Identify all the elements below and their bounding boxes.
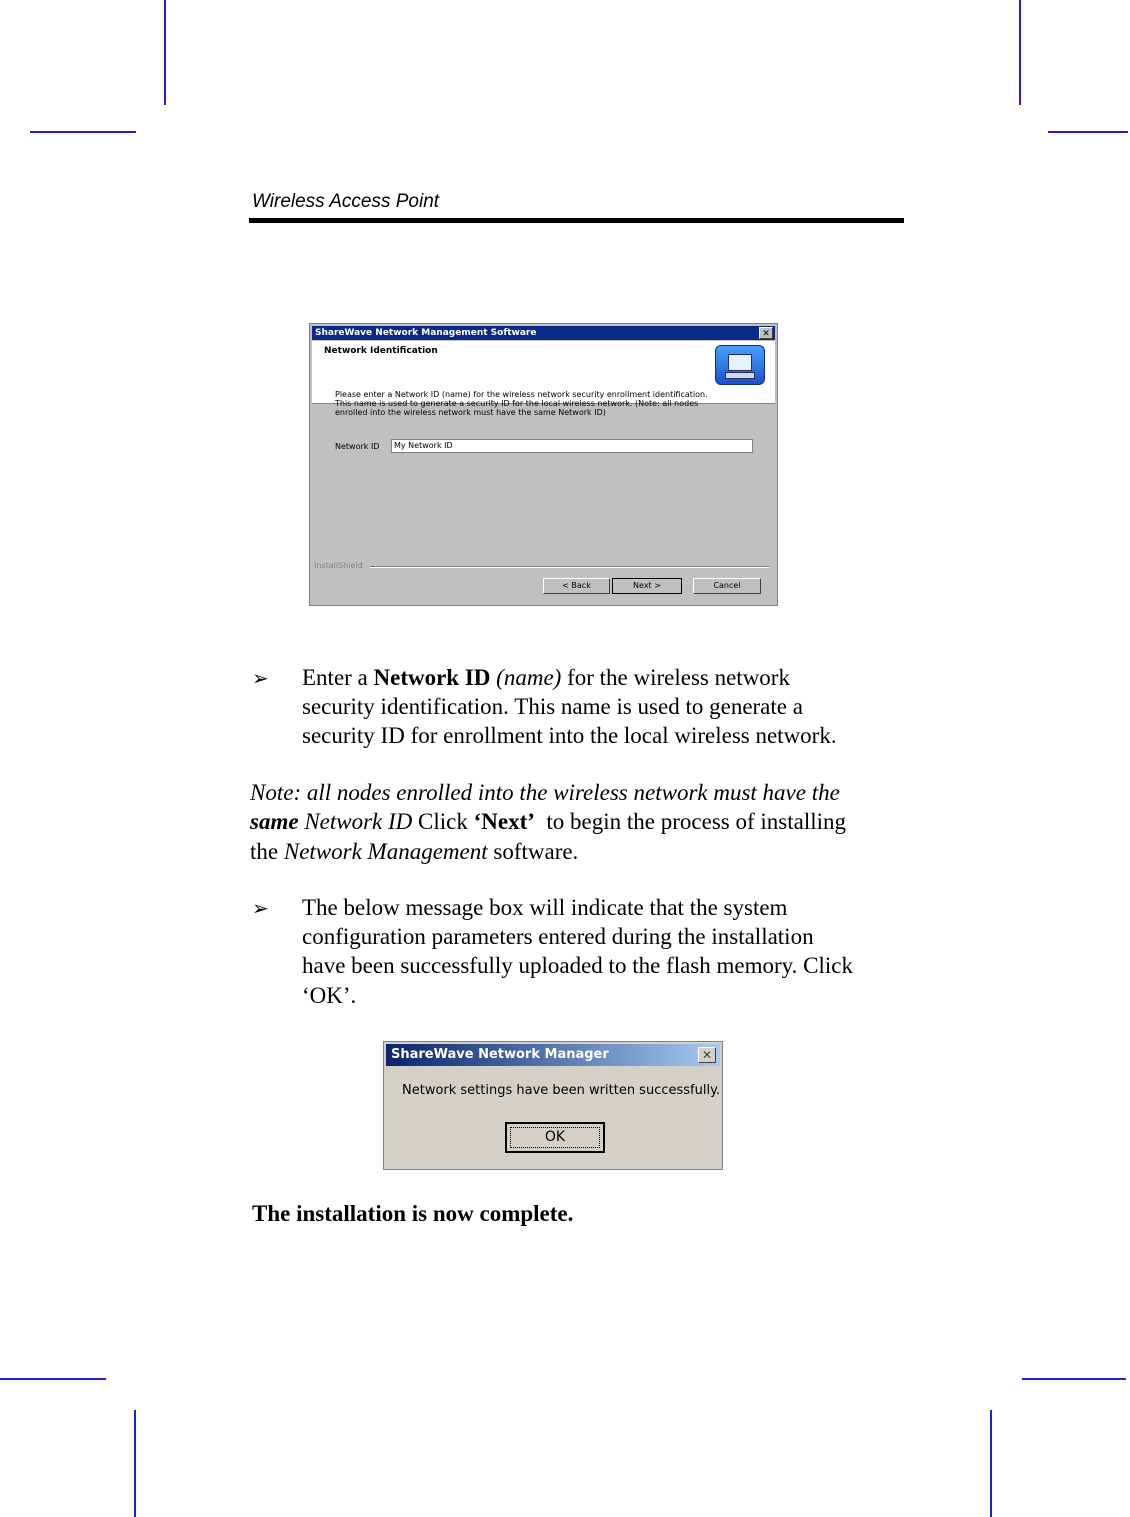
dialog-titlebar	[312, 326, 775, 340]
crop-mark	[1019, 0, 1021, 105]
close-icon[interactable]: ✕	[759, 327, 773, 339]
note-line: Note: all nodes enrolled into the wireless network must have the	[250, 780, 840, 805]
crop-mark	[990, 1410, 992, 1517]
message-text: Network settings have been written successfully.	[402, 1083, 721, 1098]
dialog-title: ShareWave Network Management Software	[315, 328, 537, 338]
crop-mark	[0, 1378, 106, 1380]
completion-text: The installation is now complete.	[252, 1201, 574, 1226]
bullet-arrow-icon: ➢	[252, 896, 269, 920]
bullet-line: configuration parameters entered during the installation	[302, 924, 814, 949]
network-id-label: Network ID	[335, 442, 380, 451]
bullet-line: ‘OK’.	[302, 983, 357, 1008]
cancel-button[interactable]: Cancel	[693, 578, 761, 594]
crop-mark	[1022, 1378, 1126, 1380]
divider	[370, 566, 769, 568]
header-rule	[249, 218, 904, 223]
crop-mark	[30, 131, 136, 133]
bullet-line: security ID for enrollment into the local wireless network.	[302, 723, 837, 748]
dialog-description	[335, 390, 755, 417]
crop-mark	[164, 0, 166, 105]
bullet-line: security identification. This name is used to generate a	[302, 694, 803, 719]
next-button[interactable]: Next >	[612, 578, 682, 594]
crop-mark	[1048, 131, 1128, 133]
bullet-line: Enter a Network ID (name) for the wireless network	[302, 665, 790, 690]
running-header: Wireless Access Point	[252, 191, 440, 212]
close-icon[interactable]: ✕	[698, 1047, 716, 1063]
description-line: This name is used to generate a security ID for the local wireless network. (Note: all nodes	[335, 399, 699, 408]
bullet-line: The below message box will indicate that the system	[302, 895, 788, 920]
description-line: Please enter a Network ID (name) for the wireless network security enrollment identification.	[335, 390, 708, 399]
monitor-base	[725, 372, 755, 379]
description-line: enrolled into the wireless network must have the same Network ID)	[335, 408, 606, 417]
network-computer-icon	[715, 345, 765, 385]
message-box-titlebar	[386, 1044, 720, 1066]
message-box-title: ShareWave Network Manager	[391, 1047, 609, 1062]
back-button[interactable]: < Back	[543, 578, 610, 594]
message-box	[383, 1041, 723, 1170]
note-line: the Network Management software.	[250, 839, 579, 864]
monitor-screen	[728, 354, 752, 371]
ok-button[interactable]: OK	[505, 1122, 605, 1153]
note-line: same Network ID Click ‘Next’ to begin the process of installing	[250, 809, 847, 834]
panel-title: Network Identification	[324, 346, 438, 356]
bullet-arrow-icon: ➢	[252, 666, 269, 690]
network-id-dialog	[309, 323, 778, 606]
network-id-input[interactable]: My Network ID	[391, 439, 753, 453]
installshield-label: InstallShield	[314, 561, 363, 570]
bullet-line: have been successfully uploaded to the flash memory. Click	[302, 953, 853, 978]
crop-mark	[134, 1410, 136, 1517]
